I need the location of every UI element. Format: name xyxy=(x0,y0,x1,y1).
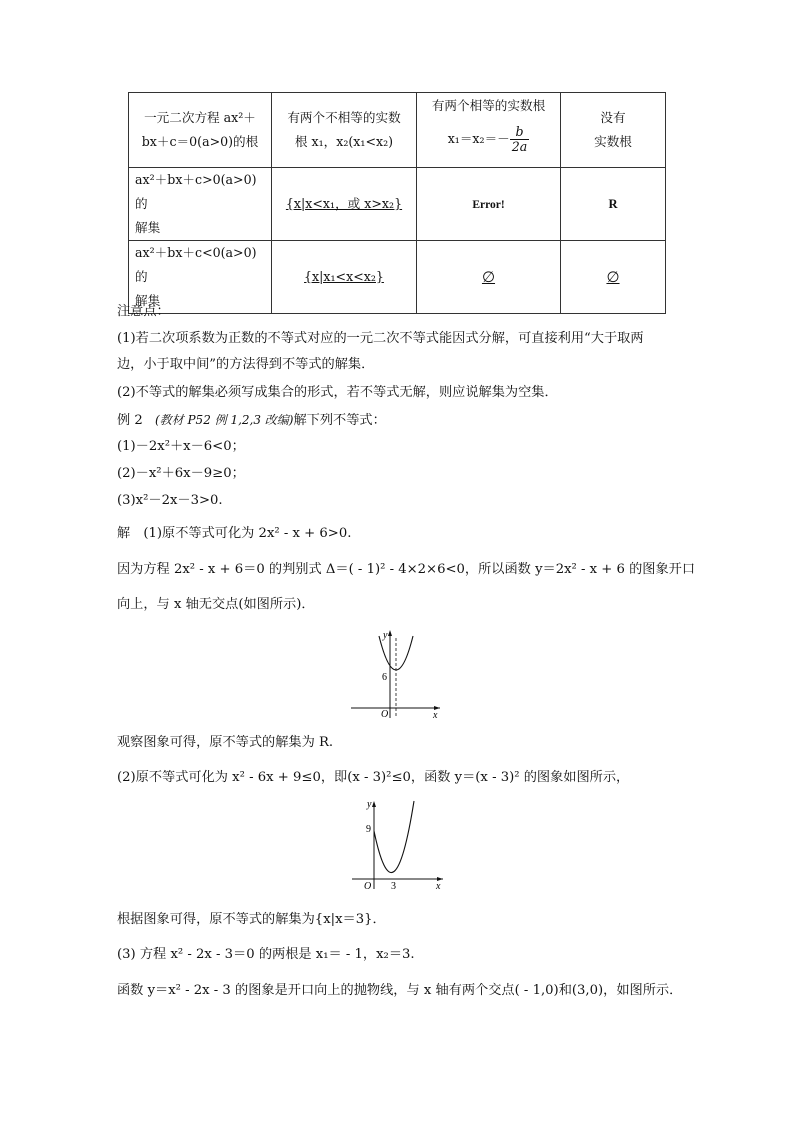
example-instruction: 解下列不等式： xyxy=(293,413,386,428)
table-cell xyxy=(417,241,561,314)
table-cell xyxy=(417,93,561,168)
origin-label: O xyxy=(381,709,389,720)
parabola-graph-2 xyxy=(348,797,448,895)
fraction xyxy=(510,125,530,154)
cell-text: R xyxy=(608,197,618,211)
x-axis-label: x xyxy=(436,881,441,892)
parabola-graph-1 xyxy=(345,626,445,720)
table-cell xyxy=(561,168,666,241)
cell-text: 没有 xyxy=(600,110,626,125)
solution-3: 向上，与 x 轴无交点(如图所示)． xyxy=(117,597,315,612)
empty-set-symbol: ∅ xyxy=(481,267,496,286)
cell-text: x₁＝x₂＝－ xyxy=(447,131,510,146)
y-axis-label: y xyxy=(383,630,388,641)
table-cell xyxy=(129,93,272,168)
table-cell xyxy=(272,168,417,241)
formula xyxy=(421,119,556,159)
solution-5: (2)原不等式可化为 x² - 6x + 9≤0，即(x - 3)²≤0，函数 y＝(x - 3)² 的图象如图所示， xyxy=(117,770,630,785)
note-1: (1)若二次项系数为正数的不等式对应的一元二次不等式能因式分解，可直接利用“大于取两 xyxy=(117,331,644,346)
solution-2: 因为方程 2x² - x + 6＝0 的判别式 Δ＝( - 1)² - 4×2×6<0，所以函数 y＝2x² - x + 6 的图象开口 xyxy=(117,562,696,577)
cell-text: {x|x<x₁，或 x>x₂} xyxy=(285,196,403,211)
x-axis-label: x xyxy=(433,710,438,720)
table-cell xyxy=(417,168,561,241)
cell-text: 有两个相等的实数根 xyxy=(431,98,546,113)
example-label: 例 2 xyxy=(117,413,143,428)
notes-title: 注意点： xyxy=(117,304,170,319)
empty-set-symbol: ∅ xyxy=(606,267,620,286)
table-cell xyxy=(272,241,417,314)
table-cell xyxy=(272,93,417,168)
y-intercept-label: 6 xyxy=(382,672,387,683)
example-source: (教材 P52 例 1,2,3 改编) xyxy=(154,413,294,427)
x-intercept-label: 3 xyxy=(391,881,396,892)
solution-8: 函数 y＝x² - 2x - 3 的图象是开口向上的抛物线，与 x 轴有两个交点( - 1,0)和(3,0)，如图所示． xyxy=(117,983,683,998)
fraction-numerator: b xyxy=(510,125,530,140)
table-row xyxy=(129,241,666,314)
solution-6: 根据图象可得，原不等式的解集为{x|x＝3}． xyxy=(117,912,386,927)
roots-solution-table xyxy=(128,92,666,314)
origin-label: O xyxy=(364,881,372,892)
fraction-denominator: 2a xyxy=(511,139,528,154)
cell-text: bx＋c＝0(a>0)的根 xyxy=(141,134,259,149)
cell-text: ax²＋bx＋c>0(a>0)的 xyxy=(135,172,257,211)
table-row xyxy=(129,168,666,241)
cell-text: 根 x₁，x₂(x₁<x₂) xyxy=(294,134,394,149)
cell-text: ax²＋bx＋c<0(a>0)的 xyxy=(135,245,257,284)
problem-1: (1)－2x²＋x－6<0； xyxy=(117,439,245,454)
cell-text: 一元二次方程 ax²＋ xyxy=(144,110,256,125)
y-axis-label: y xyxy=(367,799,372,810)
cell-text: 实数根 xyxy=(594,134,632,149)
table-cell xyxy=(561,93,666,168)
cell-text: 解集 xyxy=(135,220,161,235)
y-intercept-label: 9 xyxy=(366,824,371,835)
note-2: (2)不等式的解集必须写成集合的形式，若不等式无解，则应说解集为空集． xyxy=(117,385,558,400)
table-cell xyxy=(129,168,272,241)
cell-text: {x|x₁<x<x₂} xyxy=(304,269,384,284)
solution-7: (3) 方程 x² - 2x - 3＝0 的两根是 x₁＝ - 1，x₂＝3. xyxy=(117,947,415,962)
problem-3: (3)x²－2x－3>0. xyxy=(117,493,223,508)
cell-text: 有两个不相等的实数 xyxy=(287,110,401,125)
solution-4: 观察图象可得，原不等式的解集为 R. xyxy=(117,735,334,750)
table-cell xyxy=(561,241,666,314)
problem-2: (2)－x²＋6x－9≥0； xyxy=(117,466,245,481)
example-heading xyxy=(117,411,386,430)
error-field: Error! xyxy=(472,198,505,211)
solution-1: 解 (1)原不等式可化为 2x² - x + 6>0. xyxy=(117,526,352,541)
note-1-cont: 边，小于取中间”的方法得到不等式的解集． xyxy=(117,357,375,372)
cell-text: 解集 xyxy=(135,293,161,308)
table-row xyxy=(129,93,666,168)
